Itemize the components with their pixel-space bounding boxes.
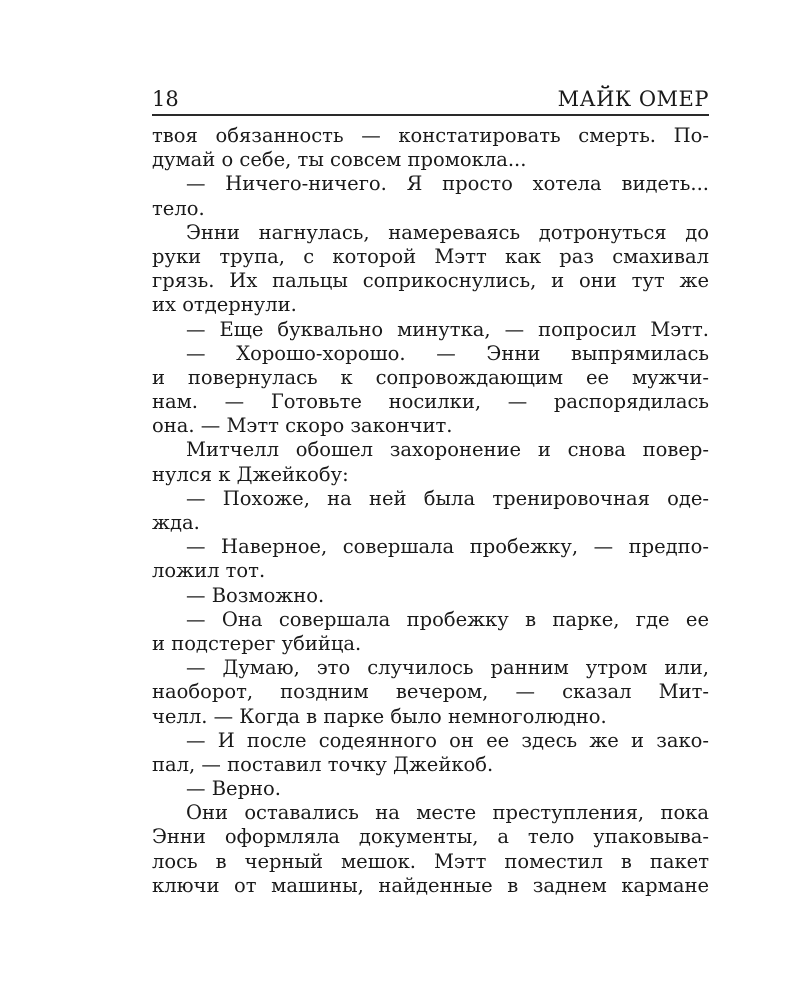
text-line: — Она совершала пробежку в парке, где ее: [186, 607, 709, 631]
page-header: [152, 84, 709, 114]
body-text: [152, 124, 709, 898]
text-line: Они оставались на месте преступления, пока: [186, 801, 709, 825]
text-line: — Верно.: [186, 777, 281, 801]
text-line: — И после содеянного он ее здесь же и зако-: [186, 728, 709, 752]
text-line: челл. — Когда в парке было немноголюдно.: [152, 704, 607, 728]
text-line: наоборот, поздним вечером, — сказал Мит-: [152, 680, 709, 704]
text-line: — Хорошо-хорошо. — Энни выпрямилась: [186, 341, 709, 365]
text-line: тело.: [152, 196, 205, 220]
text-line: и подстерег убийца.: [152, 631, 362, 655]
text-line: Митчелл обошел захоронение и снова повер-: [186, 438, 709, 462]
text-line: — Наверное, совершала пробежку, — предпо-: [186, 535, 709, 559]
header-rule: [152, 114, 709, 116]
text-line: ключи от машины, найденные в заднем кармане: [152, 873, 709, 897]
text-line: пал, — поставил точку Джейкоб.: [152, 752, 494, 776]
text-line: руки трупа, с которой Мэтт как раз смахивал: [152, 244, 709, 268]
running-head-author: МАЙК ОМЕР: [557, 87, 709, 111]
text-line: Энни нагнулась, намереваясь дотронуться до: [186, 220, 709, 244]
text-line: их отдернули.: [152, 293, 297, 317]
text-line: Энни оформляла документы, а тело упаковыва-: [152, 825, 709, 849]
text-line: и повернулась к сопровождающим ее мужчи-: [152, 365, 709, 389]
text-line: — Думаю, это случилось ранним утром или,: [186, 656, 709, 680]
text-line: жда.: [152, 511, 200, 534]
text-line: твоя обязанность — констатировать смерть. По-: [152, 124, 709, 147]
text-line: — Еще буквально минутка, — попросил Мэтт.: [186, 317, 709, 341]
text-line: — Похоже, на ней была тренировочная оде-: [186, 486, 709, 510]
text-line: она. — Мэтт скоро закончит.: [152, 414, 453, 438]
text-line: ложил тот.: [152, 559, 266, 583]
text-line: — Ничего-ничего. Я просто хотела видеть...: [186, 172, 709, 196]
text-line: нулся к Джейкобу:: [152, 462, 349, 486]
text-line: — Возможно.: [186, 583, 325, 607]
text-line: лось в черный мешок. Мэтт поместил в пакет: [152, 849, 709, 873]
book-page: [152, 84, 709, 898]
text-line: грязь. Их пальцы соприкоснулись, и они тут же: [152, 269, 709, 293]
page-number: 18: [152, 87, 179, 111]
text-line: думай о себе, ты совсем промокла...: [152, 148, 527, 172]
text-line: нам. — Готовьте носилки, — распорядилась: [152, 390, 709, 414]
